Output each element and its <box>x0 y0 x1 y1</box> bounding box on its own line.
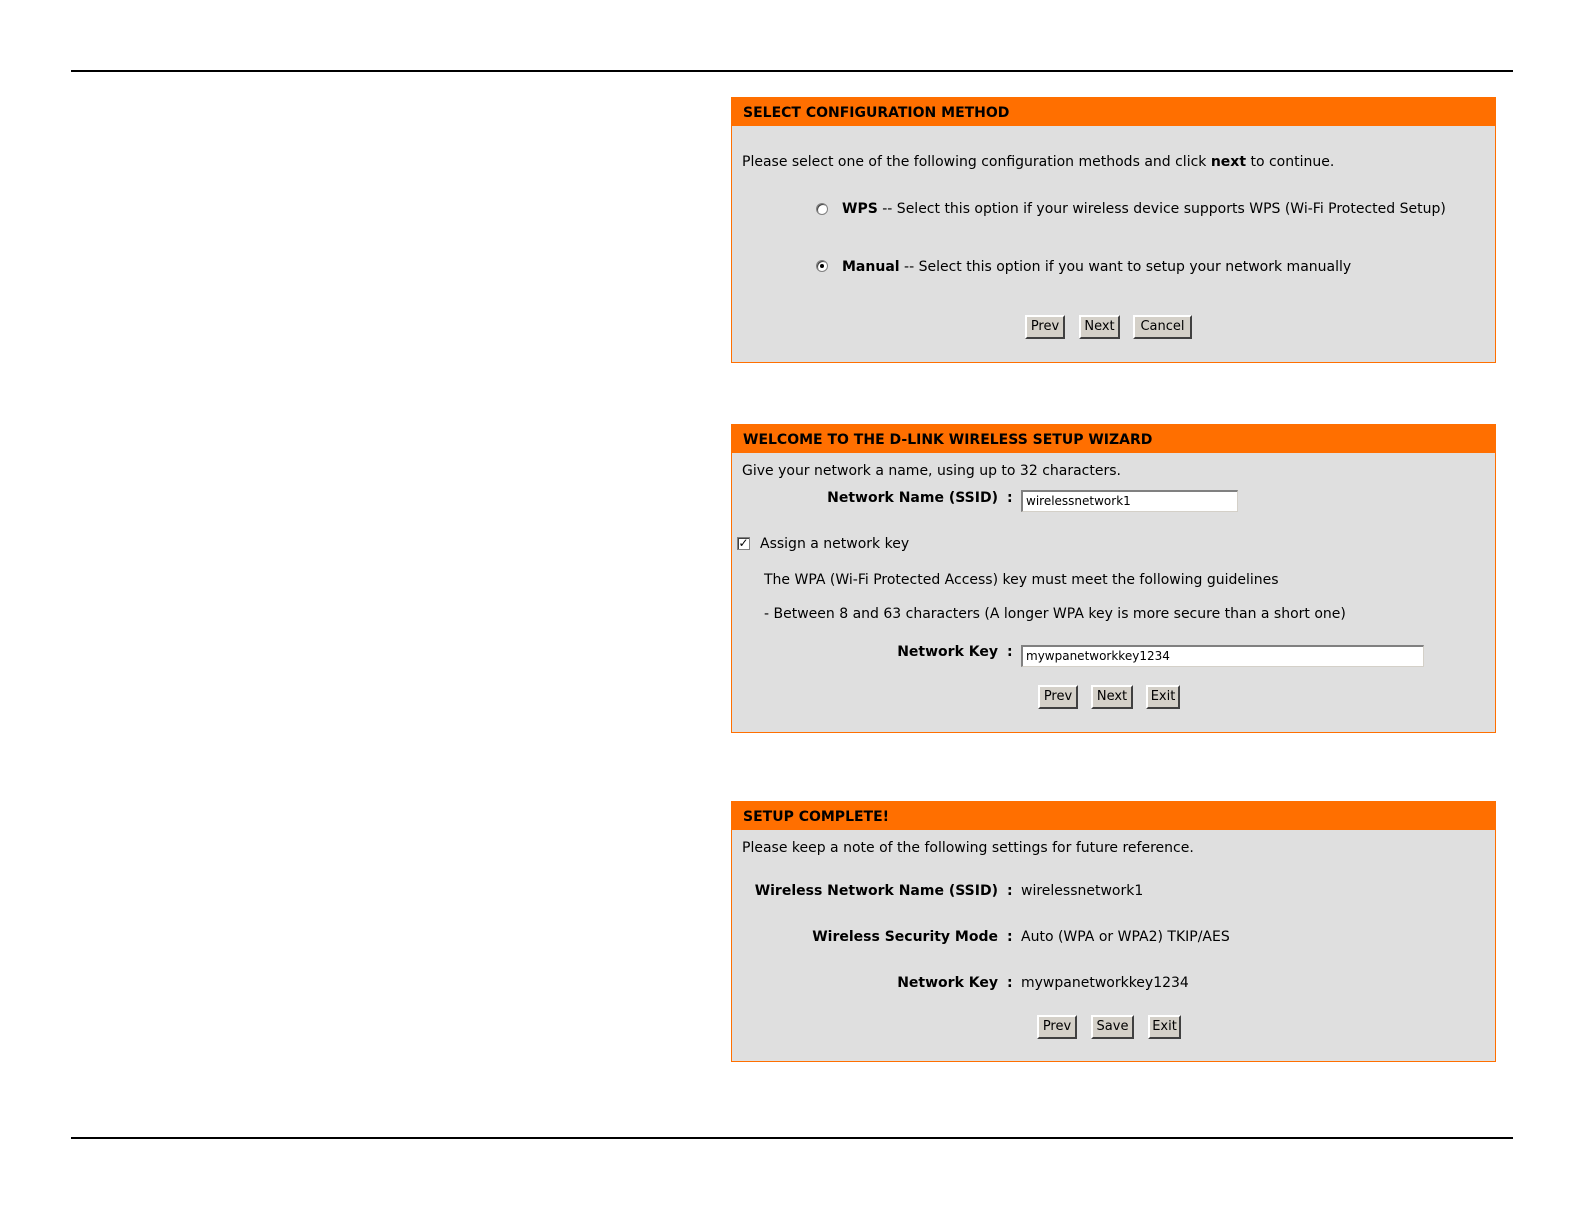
ssid-input[interactable]: wirelessnetwork1 <box>1021 490 1238 512</box>
assign-key-checkbox[interactable]: ✓ <box>738 536 749 550</box>
cancel-button[interactable]: Cancel <box>1133 315 1192 339</box>
intro-text-end: to continue. <box>1246 154 1335 170</box>
guideline-text: The WPA (Wi-Fi Protected Access) key must meet the following guidelines <box>764 572 1279 588</box>
manual-option-label: Manual <box>842 259 900 275</box>
panel-title: WELCOME TO THE D-LINK WIRELESS SETUP WIZARD <box>732 425 1495 453</box>
radio-selected-dot <box>820 264 824 268</box>
network-key-separator: : <box>1007 644 1013 660</box>
ssid-separator: : <box>1007 490 1013 506</box>
security-mode-value: Auto (WPA or WPA2) TKIP/AES <box>1021 929 1230 945</box>
wps-option-desc: -- Select this option if your wireless device supports WPS (Wi-Fi Protected Setup) <box>877 201 1446 217</box>
prev-button[interactable]: Prev <box>1037 1015 1077 1039</box>
ssid-summary-label: Wireless Network Name (SSID) <box>754 883 998 899</box>
exit-button[interactable]: Exit <box>1146 685 1180 709</box>
welcome-wizard-panel <box>731 424 1496 733</box>
ssid-summary-value: wirelessnetwork1 <box>1021 883 1144 899</box>
network-key-summary-separator: : <box>1007 975 1013 991</box>
setup-complete-panel <box>731 801 1496 1062</box>
save-button[interactable]: Save <box>1091 1015 1134 1039</box>
ssid-label: Network Name (SSID) <box>827 490 998 506</box>
wps-option-label: WPS <box>842 201 878 217</box>
exit-button[interactable]: Exit <box>1148 1015 1181 1039</box>
manual-option <box>842 259 1351 275</box>
prev-button[interactable]: Prev <box>1038 685 1078 709</box>
next-button[interactable]: Next <box>1091 685 1133 709</box>
network-key-input[interactable]: mywpanetworkkey1234 <box>1021 645 1424 667</box>
intro-text-start: Please select one of the following configuration methods and click <box>742 154 1211 170</box>
wps-option <box>842 201 1446 217</box>
intro-text-bold: next <box>1210 154 1247 170</box>
assign-key-label: Assign a network key <box>760 536 910 552</box>
network-key-summary-label: Network Key <box>897 975 998 991</box>
manual-radio[interactable] <box>816 260 828 272</box>
intro-text <box>742 154 1334 170</box>
security-mode-label: Wireless Security Mode <box>812 929 998 945</box>
wps-radio[interactable] <box>816 203 828 215</box>
network-key-summary-value: mywpanetworkkey1234 <box>1021 975 1189 991</box>
next-button[interactable]: Next <box>1079 315 1120 339</box>
bottom-rule <box>71 1137 1513 1139</box>
network-key-label: Network Key <box>897 644 998 660</box>
config-method-panel <box>731 97 1496 363</box>
intro-text: Give your network a name, using up to 32 characters. <box>742 463 1121 479</box>
guideline-length: - Between 8 and 63 characters (A longer WPA key is more secure than a short one) <box>764 606 1346 622</box>
panel-title: SETUP COMPLETE! <box>732 802 1495 830</box>
intro-text: Please keep a note of the following settings for future reference. <box>742 840 1194 856</box>
prev-button[interactable]: Prev <box>1025 315 1065 339</box>
security-mode-separator: : <box>1007 929 1013 945</box>
top-rule <box>71 70 1513 72</box>
ssid-summary-separator: : <box>1007 883 1013 899</box>
manual-option-desc: -- Select this option if you want to setup your network manually <box>899 259 1352 275</box>
panel-title: SELECT CONFIGURATION METHOD <box>732 98 1495 126</box>
